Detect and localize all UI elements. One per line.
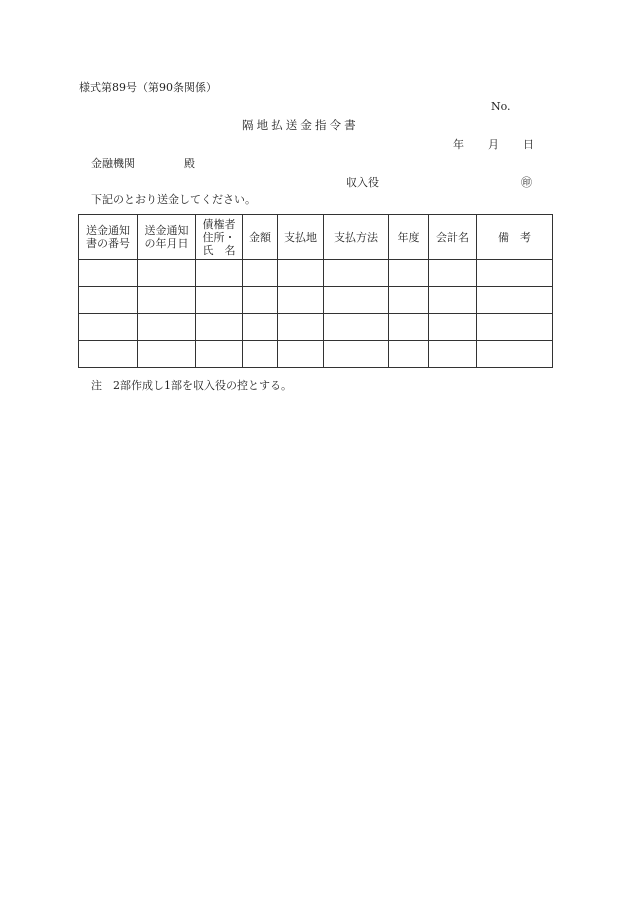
table-cell[interactable]: [243, 287, 278, 314]
table-cell[interactable]: [196, 287, 243, 314]
table-cell[interactable]: [79, 341, 138, 368]
table-cell[interactable]: [196, 260, 243, 287]
title-char: 隔: [242, 118, 254, 132]
table-cell[interactable]: [389, 287, 429, 314]
table-cell[interactable]: [138, 287, 196, 314]
column-header-notice-date: 送金通知 の年月日: [138, 215, 196, 260]
column-header-fiscal-year: 年度: [389, 215, 429, 260]
table-cell[interactable]: [324, 314, 389, 341]
table-cell[interactable]: [138, 314, 196, 341]
table-cell[interactable]: [278, 260, 324, 287]
instruction-text: 下記のとおり送金してください。: [91, 193, 256, 206]
table-row: [79, 260, 553, 287]
table-cell[interactable]: [429, 341, 477, 368]
document-title: [242, 119, 359, 132]
table-cell[interactable]: [429, 287, 477, 314]
table-cell[interactable]: [79, 260, 138, 287]
table-cell[interactable]: [243, 341, 278, 368]
table-cell[interactable]: [138, 341, 196, 368]
table-cell[interactable]: [79, 314, 138, 341]
table-cell[interactable]: [243, 260, 278, 287]
table-cell[interactable]: [196, 314, 243, 341]
document-number-label: No.: [491, 100, 511, 113]
title-char: 払: [271, 118, 283, 132]
title-char: 送: [285, 118, 298, 132]
table-cell[interactable]: [324, 260, 389, 287]
column-header-creditor: 債権者 住所・ 氏 名: [196, 215, 243, 260]
column-header-amount: 金額: [243, 215, 278, 260]
table-row: [79, 314, 553, 341]
recipient-institution: 金融機関: [91, 157, 135, 170]
table-cell[interactable]: [278, 341, 324, 368]
table-cell[interactable]: [79, 287, 138, 314]
column-header-notice-number: 送金通知 書の番号: [79, 215, 138, 260]
recipient-honorific: 殿: [184, 157, 195, 170]
title-char: 書: [344, 118, 356, 132]
title-char: 金: [300, 118, 312, 132]
table-cell[interactable]: [138, 260, 196, 287]
date-month-label: 月: [488, 138, 499, 151]
table-cell[interactable]: [278, 287, 324, 314]
column-header-payment-method: 支払方法: [324, 215, 389, 260]
form-number: 様式第89号（第90条関係）: [79, 81, 217, 94]
table-cell[interactable]: [429, 260, 477, 287]
column-header-payment-place: 支払地: [278, 215, 324, 260]
note-text: 2部作成し1部を収入役の控とする。: [113, 379, 292, 392]
table-cell[interactable]: [389, 314, 429, 341]
table-cell[interactable]: [429, 314, 477, 341]
title-char: 令: [329, 118, 342, 132]
table-cell[interactable]: [389, 341, 429, 368]
table-cell[interactable]: [389, 260, 429, 287]
date-year-label: 年: [453, 138, 464, 151]
title-char: 指: [314, 118, 327, 132]
table-cell[interactable]: [477, 260, 553, 287]
date-day-label: 日: [523, 138, 534, 151]
table-cell[interactable]: [324, 287, 389, 314]
table-row: [79, 287, 553, 314]
table-cell[interactable]: [477, 287, 553, 314]
remittance-table: [78, 214, 553, 368]
note-label: 注: [91, 379, 102, 392]
table-cell[interactable]: [196, 341, 243, 368]
column-header-account-name: 会計名: [429, 215, 477, 260]
table-cell[interactable]: [477, 341, 553, 368]
column-header-remarks: 備 考: [477, 215, 553, 260]
table-cell[interactable]: [243, 314, 278, 341]
table-cell[interactable]: [477, 314, 553, 341]
seal-icon: ㊞: [521, 176, 532, 189]
table-header-row: [79, 215, 553, 260]
table-cell[interactable]: [278, 314, 324, 341]
table-cell[interactable]: [324, 341, 389, 368]
table-row: [79, 341, 553, 368]
sender-title: 収入役: [346, 176, 379, 189]
title-char: 地: [256, 118, 269, 132]
